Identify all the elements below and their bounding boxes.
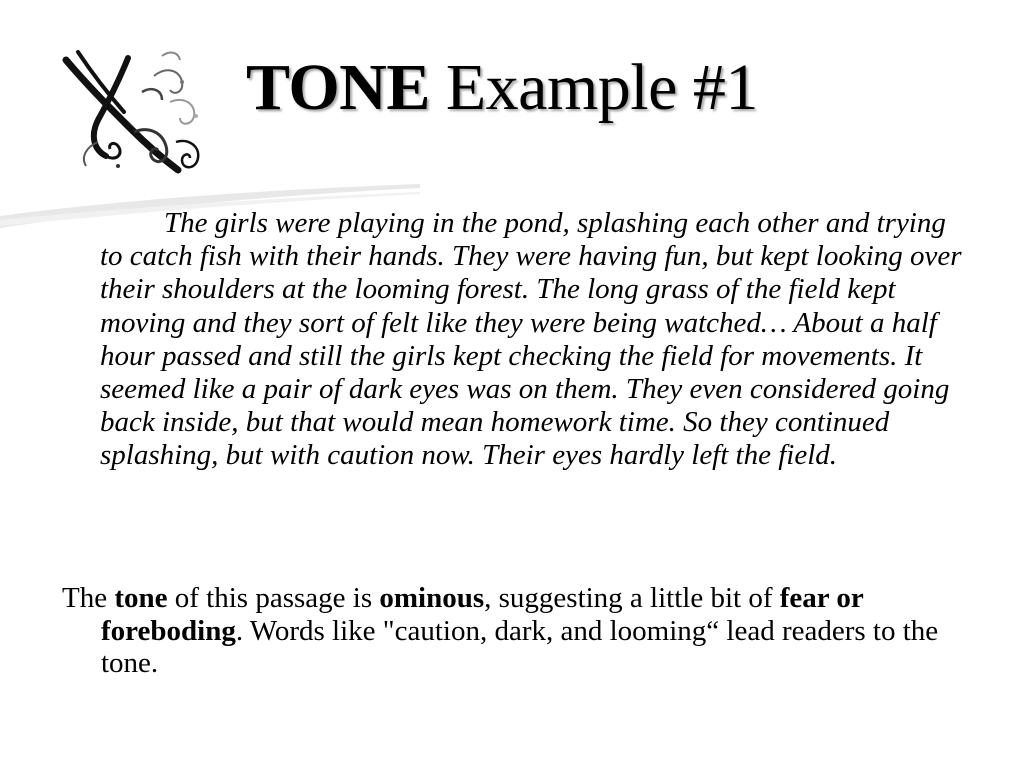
conclusion-text-2: of this passage is [167, 582, 380, 614]
passage-text: The girls were playing in the pond, splashing each other and trying to catch fish with their hands. They were having fun, but kept looking over their shoulders at the looming forest. The long grass of the field kept moving and they sort of felt like they were being watched… About a half hour passed and still the girls kept checking the field for movements. It seemed like a pair of dark eyes was on them. They even considered going back inside, but that would mean homework time. So they continued splashing, but with caution now. Their eyes hardly left the field. [100, 207, 962, 472]
term-ominous: ominous [379, 582, 485, 614]
term-tone: tone [114, 582, 168, 614]
example-passage [100, 207, 970, 473]
title-bold-word: TONE [246, 51, 430, 124]
swirl-vine-ornament-icon [58, 46, 208, 178]
title-rest: Example #1 [429, 51, 758, 124]
tone-explanation [62, 582, 1001, 680]
conclusion-text-3: , suggesting a little bit of [484, 582, 780, 614]
conclusion-text-1: The [62, 582, 115, 614]
slide-title [246, 48, 758, 128]
conclusion-text-4: . Words like "caution, dark, and looming“ lead readers to the tone. [101, 614, 939, 679]
term-fear-or-foreboding: fear or foreboding [101, 582, 864, 647]
